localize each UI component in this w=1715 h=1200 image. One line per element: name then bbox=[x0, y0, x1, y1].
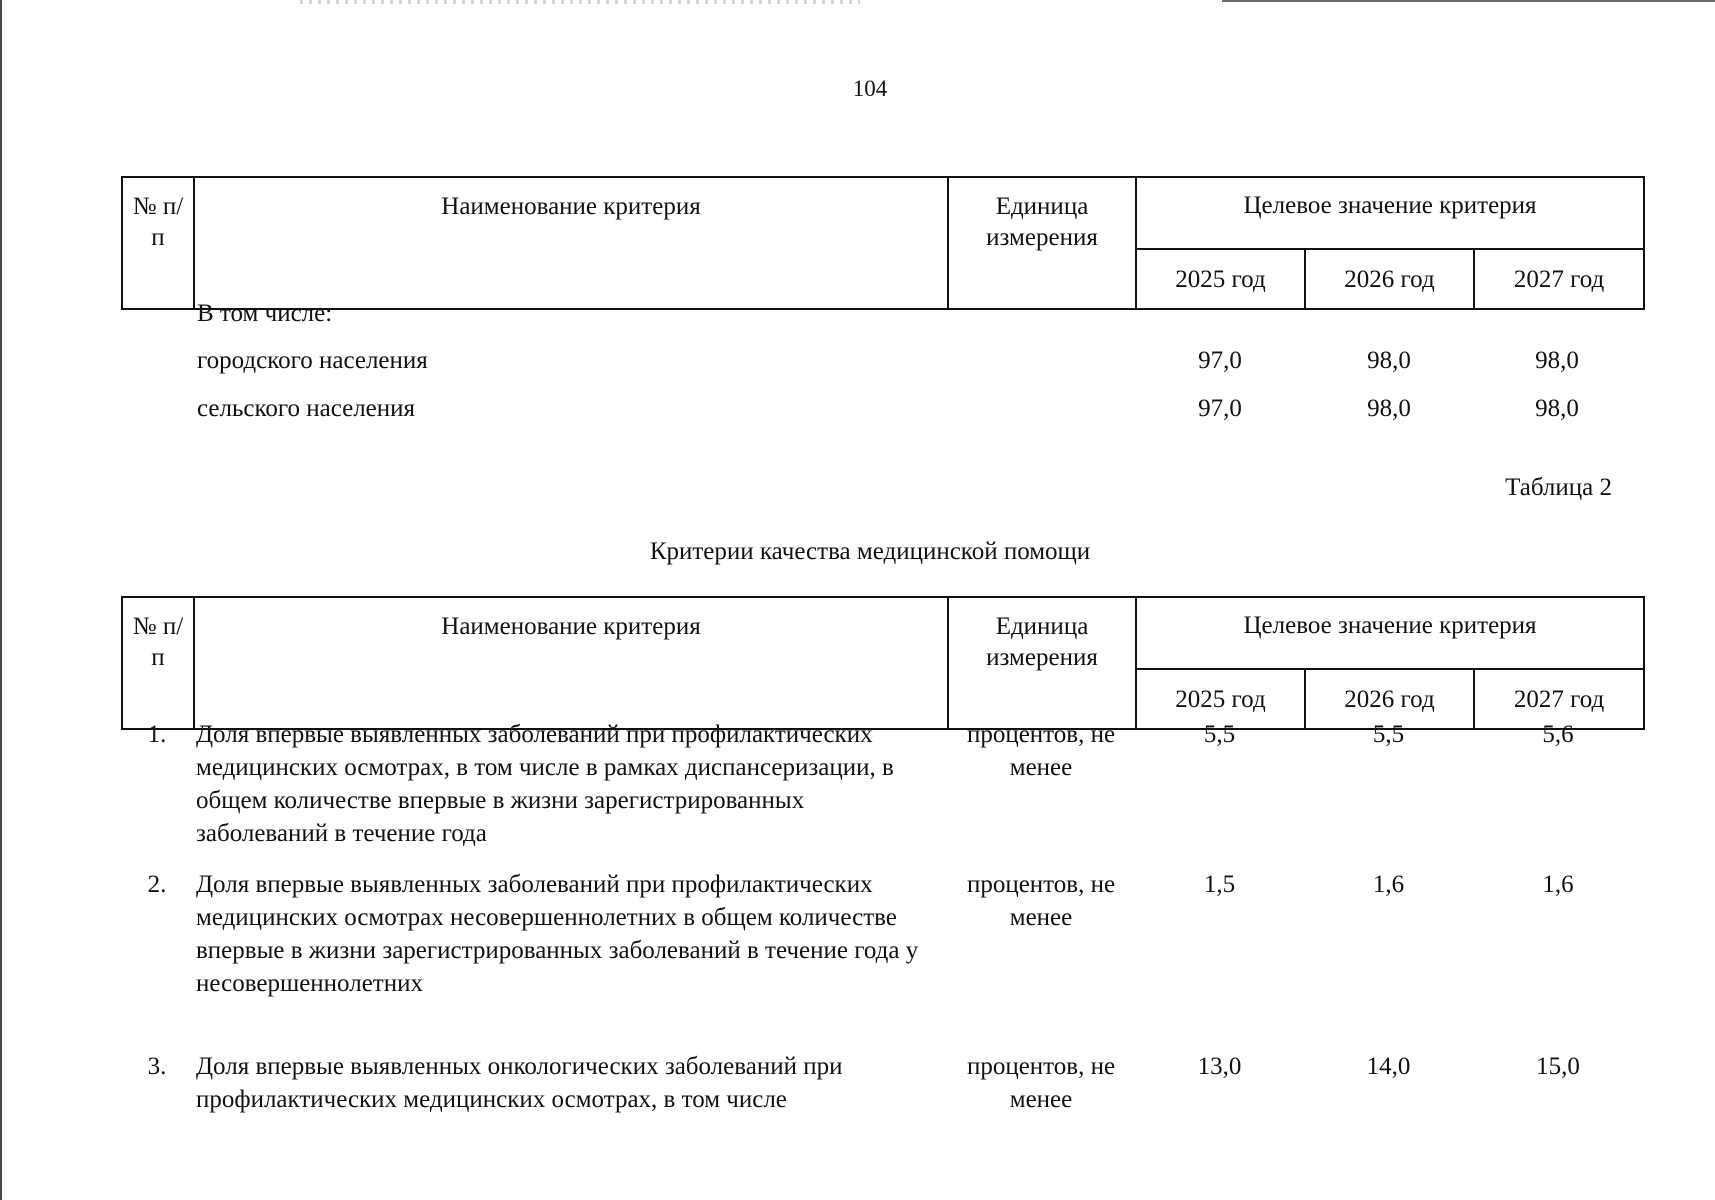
row-1-num: 1. bbox=[147, 721, 167, 748]
page-number: 104 bbox=[852, 76, 888, 101]
scan-edge-line bbox=[1222, 0, 1715, 2]
row-urban-2026: 98,0 bbox=[1367, 347, 1411, 374]
table-2-header bbox=[121, 596, 1645, 730]
header-target: Целевое значение критерия bbox=[1136, 177, 1644, 249]
header-year-2027: 2027 год bbox=[1474, 669, 1644, 729]
row-3-num: 3. bbox=[147, 1053, 167, 1080]
row-1-2026: 5,5 bbox=[1372, 721, 1405, 748]
header-unit: Единица измерения bbox=[948, 177, 1136, 309]
row-2-unit: процентов, не менее bbox=[966, 871, 1116, 931]
row-2-name: Доля впервые выявленных заболеваний при профилактических медицинских осмотрах несовершеннолетних в общем количестве впервые в жизни зарегистрированных заболеваний в течение года у несовершеннолетних bbox=[196, 871, 919, 997]
header-num: № п/п bbox=[122, 597, 194, 729]
row-rural-name: сельского населения bbox=[197, 395, 416, 422]
row-2-2025: 1,5 bbox=[1203, 871, 1236, 898]
including-label: В том числе: bbox=[197, 300, 333, 327]
row-urban-name: городского населения bbox=[197, 347, 428, 374]
table-row bbox=[121, 868, 1643, 1050]
header-year-2025: 2025 год bbox=[1136, 249, 1305, 309]
row-2-2027: 1,6 bbox=[1542, 871, 1574, 898]
row-3-2027: 15,0 bbox=[1536, 1053, 1580, 1080]
header-unit: Единица измерения bbox=[948, 597, 1136, 729]
row-3-2026: 14,0 bbox=[1366, 1053, 1411, 1080]
row-1-unit: процентов, не менее bbox=[966, 721, 1116, 781]
row-urban-2027: 98,0 bbox=[1535, 347, 1579, 374]
header-num: № п/п bbox=[122, 177, 194, 309]
table-2-label: Таблица 2 bbox=[1505, 474, 1612, 501]
row-3-2025: 13,0 bbox=[1197, 1053, 1242, 1080]
table-row bbox=[121, 1050, 1643, 1116]
header-target: Целевое значение критерия bbox=[1136, 597, 1644, 669]
table-row bbox=[121, 718, 1643, 868]
row-3-unit: процентов, не менее bbox=[966, 1053, 1116, 1113]
row-urban-2025: 97,0 bbox=[1198, 347, 1242, 374]
row-1-2027: 5,6 bbox=[1542, 721, 1574, 748]
header-name: Наименование критерия bbox=[194, 177, 948, 309]
row-rural-2025: 97,0 bbox=[1198, 395, 1242, 422]
row-3-name: Доля впервые выявленных онкологических заболеваний при профилактических медицинских осмотрах, в том числе bbox=[196, 1053, 843, 1113]
header-name: Наименование критерия bbox=[194, 597, 948, 729]
row-1-2025: 5,5 bbox=[1203, 721, 1236, 748]
header-year-2026: 2026 год bbox=[1305, 249, 1474, 309]
header-year-2027: 2027 год bbox=[1474, 249, 1644, 309]
page-edge bbox=[0, 0, 2, 1200]
header-year-2026: 2026 год bbox=[1305, 669, 1474, 729]
scan-noise bbox=[300, 0, 860, 4]
table-2-title: Критерии качества медицинской помощи bbox=[649, 538, 1091, 565]
row-2-num: 2. bbox=[147, 871, 167, 898]
row-rural-2027: 98,0 bbox=[1535, 395, 1579, 422]
row-rural-2026: 98,0 bbox=[1367, 395, 1411, 422]
row-1-name: Доля впервые выявленных заболеваний при профилактических медицинских осмотрах, в том числе в рамках диспансеризации, в общем количестве впервые в жизни зарегистрированных заболеваний в течение года bbox=[196, 721, 894, 847]
table-1-header bbox=[121, 176, 1645, 310]
table-2-body bbox=[121, 718, 1643, 1116]
row-2-2026: 1,6 bbox=[1372, 871, 1405, 898]
header-year-2025: 2025 год bbox=[1136, 669, 1305, 729]
